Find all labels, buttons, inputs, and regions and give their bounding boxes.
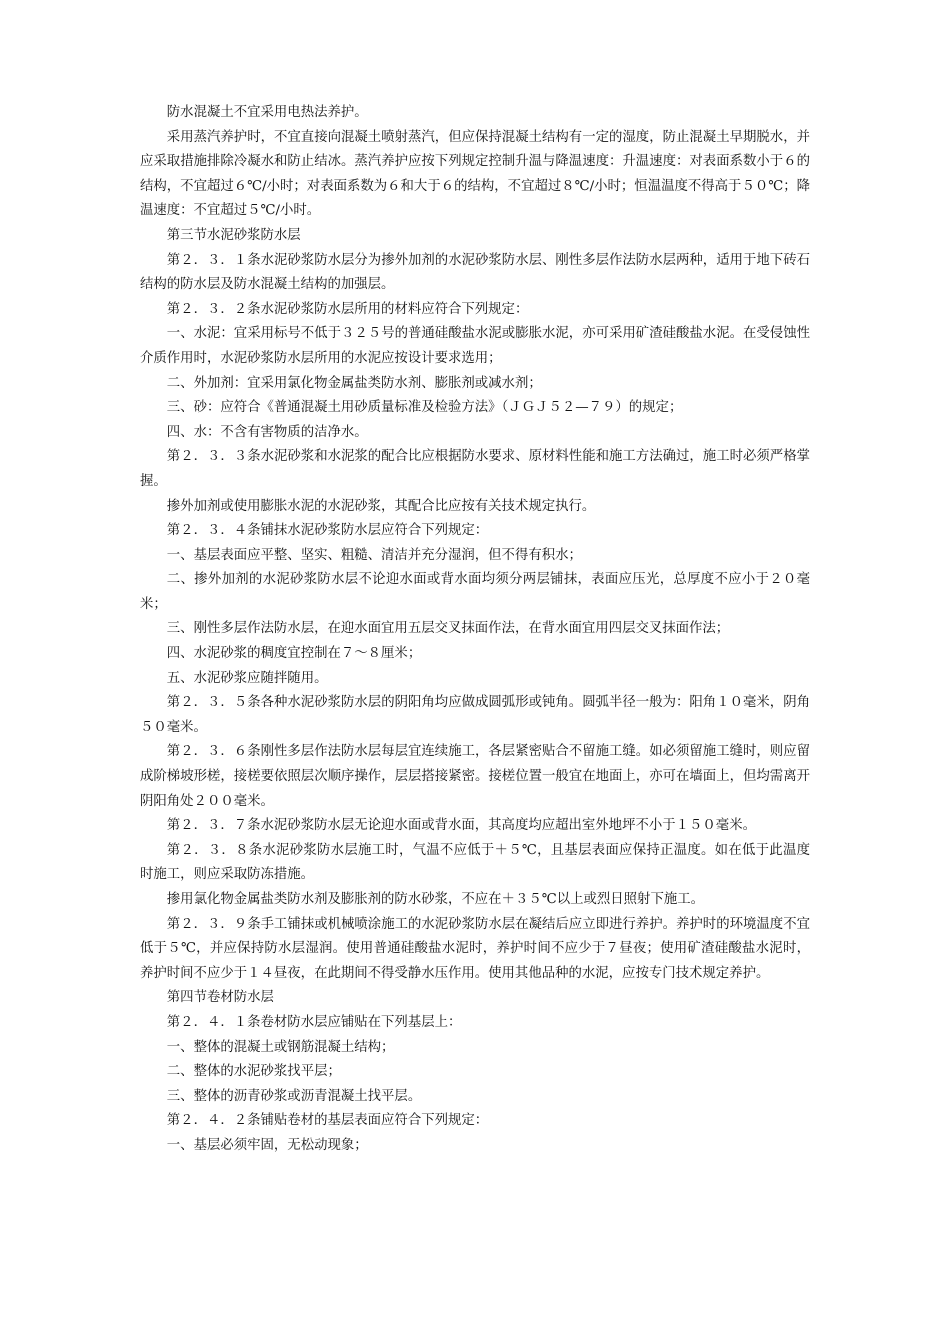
paragraph: 采用蒸汽养护时，不宜直接向混凝土喷射蒸汽，但应保持混凝土结构有一定的湿度，防止混凝土早期脱水，并应采取措施排除冷凝水和防止结冰。蒸汽养护应按下列规定控制升温与降温速度：升温速度：对表面系数小于６的结构，不宜超过６℃/小时；对表面系数为６和大于６的结构，不宜超过８℃/小时；恒温温度不得高于５０℃；降温速度：不宜超过５℃/小时。	[140, 129, 810, 219]
paragraph: 掺用氯化物金属盐类防水剂及膨胀剂的防水砂浆，不应在＋３５℃以上或烈日照射下施工。	[166, 892, 705, 907]
paragraph: 第２．３．２条水泥砂浆防水层所用的材料应符合下列规定：	[166, 301, 529, 317]
list-item: 一、整体的混凝土或钢筋混凝土结构；	[166, 1039, 395, 1055]
list-item: 二、整体的水泥砂浆找平层；	[166, 1064, 341, 1080]
document-body	[140, 101, 810, 1159]
paragraph: 第２．４．１条卷材防水层应铺贴在下列基层上：	[166, 1014, 462, 1030]
paragraph: 第２．３．１条水泥砂浆防水层分为掺外加剂的水泥砂浆防水层、刚性多层作法防水层两种，适用于地下砖石结构的防水层及防水混凝土结构的加强层。	[140, 252, 810, 293]
paragraph: 第２．３．８条水泥砂浆防水层施工时，气温不应低于＋５℃，且基层表面应保持正温度。如在低于此温度时施工，则应采取防冻措施。	[140, 842, 810, 883]
list-item: 四、水泥砂浆的稠度宜控制在７～８厘米；	[166, 646, 422, 662]
paragraph: 第２．４．２条铺贴卷材的基层表面应符合下列规定：	[166, 1113, 489, 1129]
list-item: 四、水：不含有害物质的洁净水。	[166, 424, 368, 440]
paragraph: 防水混凝土不宜采用电热法养护。	[166, 105, 368, 120]
list-item: 一、基层表面应平整、坚实、粗糙、清洁并充分湿润，但不得有积水；	[166, 547, 582, 563]
paragraph: 第２．３．６条刚性多层作法防水层每层宜连续施工，各层紧密贴合不留施工缝。如必须留施工缝时，则应留成阶梯坡形槎，接槎要依照层次顺序操作，层层搭接紧密。接槎位置一般宜在地面上，亦可在墙面上，但均需离开阴阳角处２００毫米。	[140, 744, 810, 809]
list-item: 一、水泥：宜采用标号不低于３２５号的普通硅酸盐水泥或膨胀水泥，亦可采用矿渣硅酸盐水泥。在受侵蚀性介质作用时，水泥砂浆防水层所用的水泥应按设计要求选用；	[140, 326, 810, 366]
list-item: 三、整体的沥青砂浆或沥青混凝土找平层。	[166, 1088, 422, 1104]
list-item: 五、水泥砂浆应随拌随用。	[166, 670, 328, 686]
list-item: 一、基层必须牢固，无松动现象；	[166, 1137, 368, 1153]
list-item: 二、外加剂：宜采用氯化物金属盐类防水剂、膨胀剂或减水剂；	[166, 375, 542, 391]
paragraph: 第２．３．５条各种水泥砂浆防水层的阴阳角均应做成圆弧形或钝角。圆弧半径一般为：阳角１０毫米，阴角５０毫米。	[140, 695, 810, 735]
list-item: 三、刚性多层作法防水层，在迎水面宜用五层交叉抹面作法，在背水面宜用四层交叉抹面作法；	[166, 621, 730, 637]
list-item: 三、砂：应符合《普通混凝土用砂质量标准及检验方法》（ＪＧＪ５２—７９）的规定；	[166, 400, 683, 416]
list-item: 二、掺外加剂的水泥砂浆防水层不论迎水面或背水面均须分两层铺抹，表面应压光，总厚度不应小于２０毫米；	[140, 572, 810, 612]
paragraph: 掺外加剂或使用膨胀水泥的水泥砂浆，其配合比应按有关技术规定执行。	[166, 498, 596, 514]
paragraph: 第２．３．４条铺抹水泥砂浆防水层应符合下列规定：	[166, 523, 489, 539]
paragraph: 第２．３．３条水泥砂浆和水泥浆的配合比应根据防水要求、原材料性能和施工方法确过，施工时必须严格掌握。	[140, 449, 810, 489]
paragraph: 第２．３．７条水泥砂浆防水层无论迎水面或背水面，其高度均应超出室外地坪不小于１５０毫米。	[166, 818, 756, 834]
section-heading: 第四节卷材防水层	[166, 990, 274, 1006]
section-heading: 第三节水泥砂浆防水层	[166, 227, 301, 243]
paragraph: 第２．３．９条手工铺抹或机械喷涂施工的水泥砂浆防水层在凝结后应立即进行养护。养护时的环境温度不宜低于５℃，并应保持防水层湿润。使用普通硅酸盐水泥时，养护时间不应少于７昼夜；使用矿渣硅酸盐水泥时，养护时间不应少于１４昼夜，在此期间不得受静水压作用。使用其他品种的水泥，应按专门技术规定养护。	[140, 916, 810, 981]
